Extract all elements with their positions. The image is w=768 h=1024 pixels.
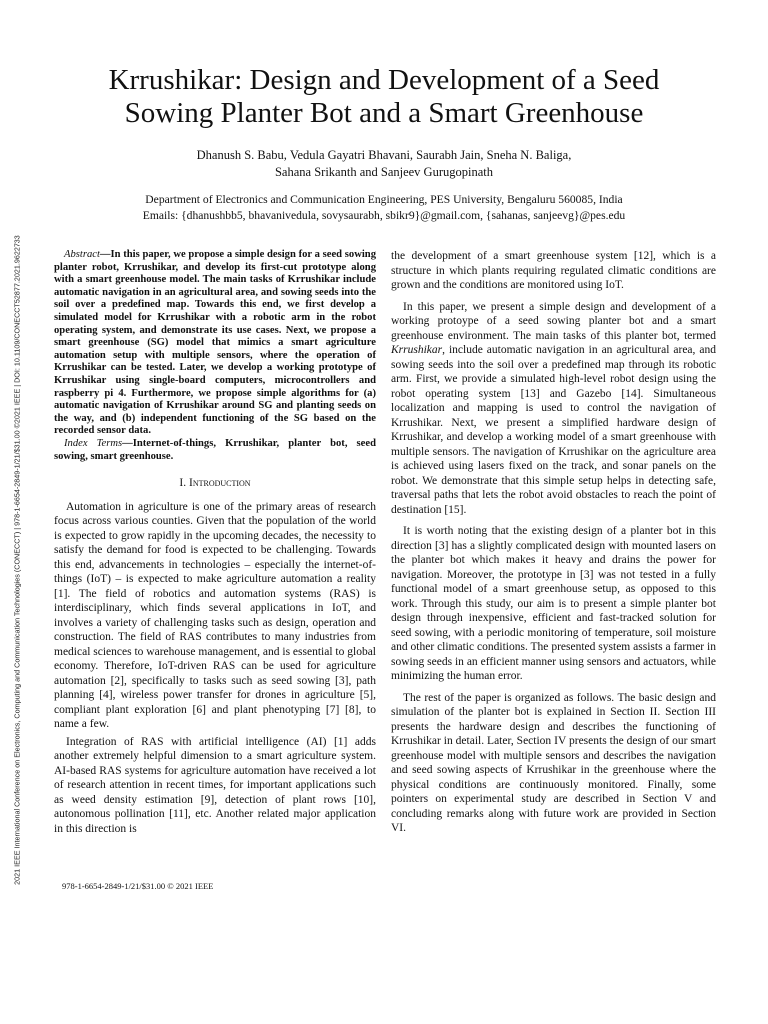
copyright-footer: 978-1-6654-2849-1/21/$31.00 © 2021 IEEE	[62, 881, 214, 891]
intro-paragraph-2: Integration of RAS with artificial intelligence (AI) [1] adds another extremely helpful dimension to a smart agriculture system. AI-based RAS systems for agriculture automation have received a lot of research attention in recent times, for important applications such as weed density estimation [9], detection of plant rows [10], autonomous pollination [11], etc. Another related major application in this direction is	[54, 735, 376, 835]
intro-p4-end: , include automatic navigation in an agricultural area, and sowing seeds into the soil over a predefined map through its robotic arm. First, we provide a simulated high-level robot design using the robot operating system [13] and Gazebo [14]. Simultaneous localization and mapping is used to control the navigation of Krrushikar. Next, we present a simplified hardware design of Krrushikar, and develop a working model of a smart greenhouse with multiple sensors. The navigation of Krrushikar on the agriculture area is achieved using lasers fixed on the track, and sonar panels on the robot. We demonstrate that this simple setup helps in detecting safe, traversal paths that lets the robot avoid obstacles to reach the point of destination [15].	[391, 344, 716, 516]
author-list	[52, 147, 716, 181]
right-column	[391, 249, 716, 836]
intro-paragraph-6: The rest of the paper is organized as follows. The basic design and simulation of the planter bot is explained in Section II. Section III presents the hardware design and describes the functioning of Krrushikar in detail. Later, Section IV presents the design of our smart greenhouse model with multiple sensors and describes the navigation and seed sowing aspects of Krrushikar in the greenhouse where the physical conditions are continuously monitored. Finally, some pointers on experimental study are described in Section V and concluding remarks along with future work are provided in Section VI.	[391, 691, 716, 834]
affiliation-line: Department of Electronics and Communication Engineering, PES University, Bengaluru 560085, India	[145, 193, 623, 206]
section-heading-introduction: I. Introduction	[179, 477, 251, 490]
index-terms-text: —Internet-of-things, Krrushikar, planter bot, seed sowing, smart greenhouse.	[54, 437, 376, 462]
authors-line-2: Sahana Srikanth and Sanjeev Gurugopinath	[274, 165, 493, 179]
index-terms-label: Index Terms	[64, 437, 123, 449]
paper-title	[52, 64, 716, 130]
sidebar-doi-strip	[10, 160, 24, 960]
abstract	[54, 249, 376, 438]
intro-paragraph-3: the development of a smart greenhouse system [12], which is a structure in which plants requiring regulated climatic conditions are grown and the conditions are monitored using IoT.	[391, 250, 716, 291]
intro-paragraph-5: It is worth noting that the existing design of a planter bot in this direction [3] has a slightly complicated design with mounted lasers on the planter bot which makes it heavy and drains the power for navigation. Moreover, the prototype in [3] was not tested in a fully functional model of a smart greenhouse setup, as opposed to this work. Through this study, our aim is to present a simple planter bot design through inexpensive, efficient and fast-tracked solution for seed sowing, with a periodic monitoring of temperature, soil moisture and other climatic conditions. The presented system assists a farmer in sowing seeds in an efficient manner using sensors and actuators, while minimizing the human error.	[391, 525, 716, 682]
sidebar-doi-text: 2021 IEEE International Conference on Electronics, Computing and Communication Technologies (CONECCT) | 978-1-6654-2849-1/21/$31.00 ©2021 IEEE | DOI: 10.1109/CONECCT52877.2021.9622733	[12, 235, 22, 885]
title-line-1: Krrushikar: Design and Development of a Seed	[108, 64, 660, 96]
title-line-2: Sowing Planter Bot and a Smart Greenhouse	[124, 97, 644, 129]
emails-line: Emails: {dhanushbb5, bhavanivedula, sovysaurabh, sbikr9}@gmail.com, {sahanas, sanjeevg}@pes.edu	[142, 209, 626, 222]
abstract-text: —In this paper, we propose a simple design for a seed sowing planter robot, Krrushikar, and develop its first-cut prototype along with a smart greenhouse model. The main tasks of Krrushikar include automatic navigation in an agricultural area, and sowing seeds into the soil over a predefined map. Towards this end, we first develop a simulated model for Krrushikar with a robotic arm in the robot operating system, and demonstrate its use cases. Next, we propose a smart greenhouse (SG) model that mimics a smart agriculture automation setup with multiple sensors, where the operation of Krrushikar can be tested. Later, we develop a working prototype of Krrushikar using single-board computers, microcontrollers and raspberry pi 4. Furthermore, we propose simple algorithms for (a) automatic navigation of Krrushikar around SG and planting seeds on the way, and (b) independent functioning of the SG based on the recorded sensor data.	[54, 249, 376, 437]
affiliation-block	[52, 192, 716, 224]
abstract-label: Abstract	[64, 249, 100, 260]
intro-p4-start: In this paper, we present a simple design and development of a working protoype of a seed sowing planter bot and a smart greenhouse environment. The main tasks of this planter bot, termed	[391, 300, 716, 342]
index-terms	[54, 438, 376, 463]
left-column	[54, 249, 376, 836]
robot-name: Krrushikar	[391, 344, 443, 356]
intro-paragraph-4	[391, 300, 716, 518]
intro-paragraph-1: Automation in agriculture is one of the primary areas of research focus across various counties. Given that the population of the world is expected to grow rapidly in the upcoming decades, the necessity to satisfy the demand for food is expected to be challenging. Towards this end, advancements in technologies – especially the internet-of-things (IoT) – is expected to make agriculture automation a reality [1]. The field of robotics and automation systems (RAS) is interdisciplinary, which finds several applications in IoT, and involves a variety of challenging tasks such as design, operation and construction. The field of RAS contributes to many industries from medical sciences to warehouse management, and is essential to global economy. Therefore, IoT-driven RAS can be used for agriculture automation [2], specifically to tasks such as seed sowing [3], path planning [4], wireless power transfer for drones in agriculture [5], compliant plant exploration [6] and plant phenotyping [7] [8], to name a few.	[54, 500, 376, 731]
authors-line-1: Dhanush S. Babu, Vedula Gayatri Bhavani, Saurabh Jain, Sneha N. Baliga,	[196, 148, 572, 162]
